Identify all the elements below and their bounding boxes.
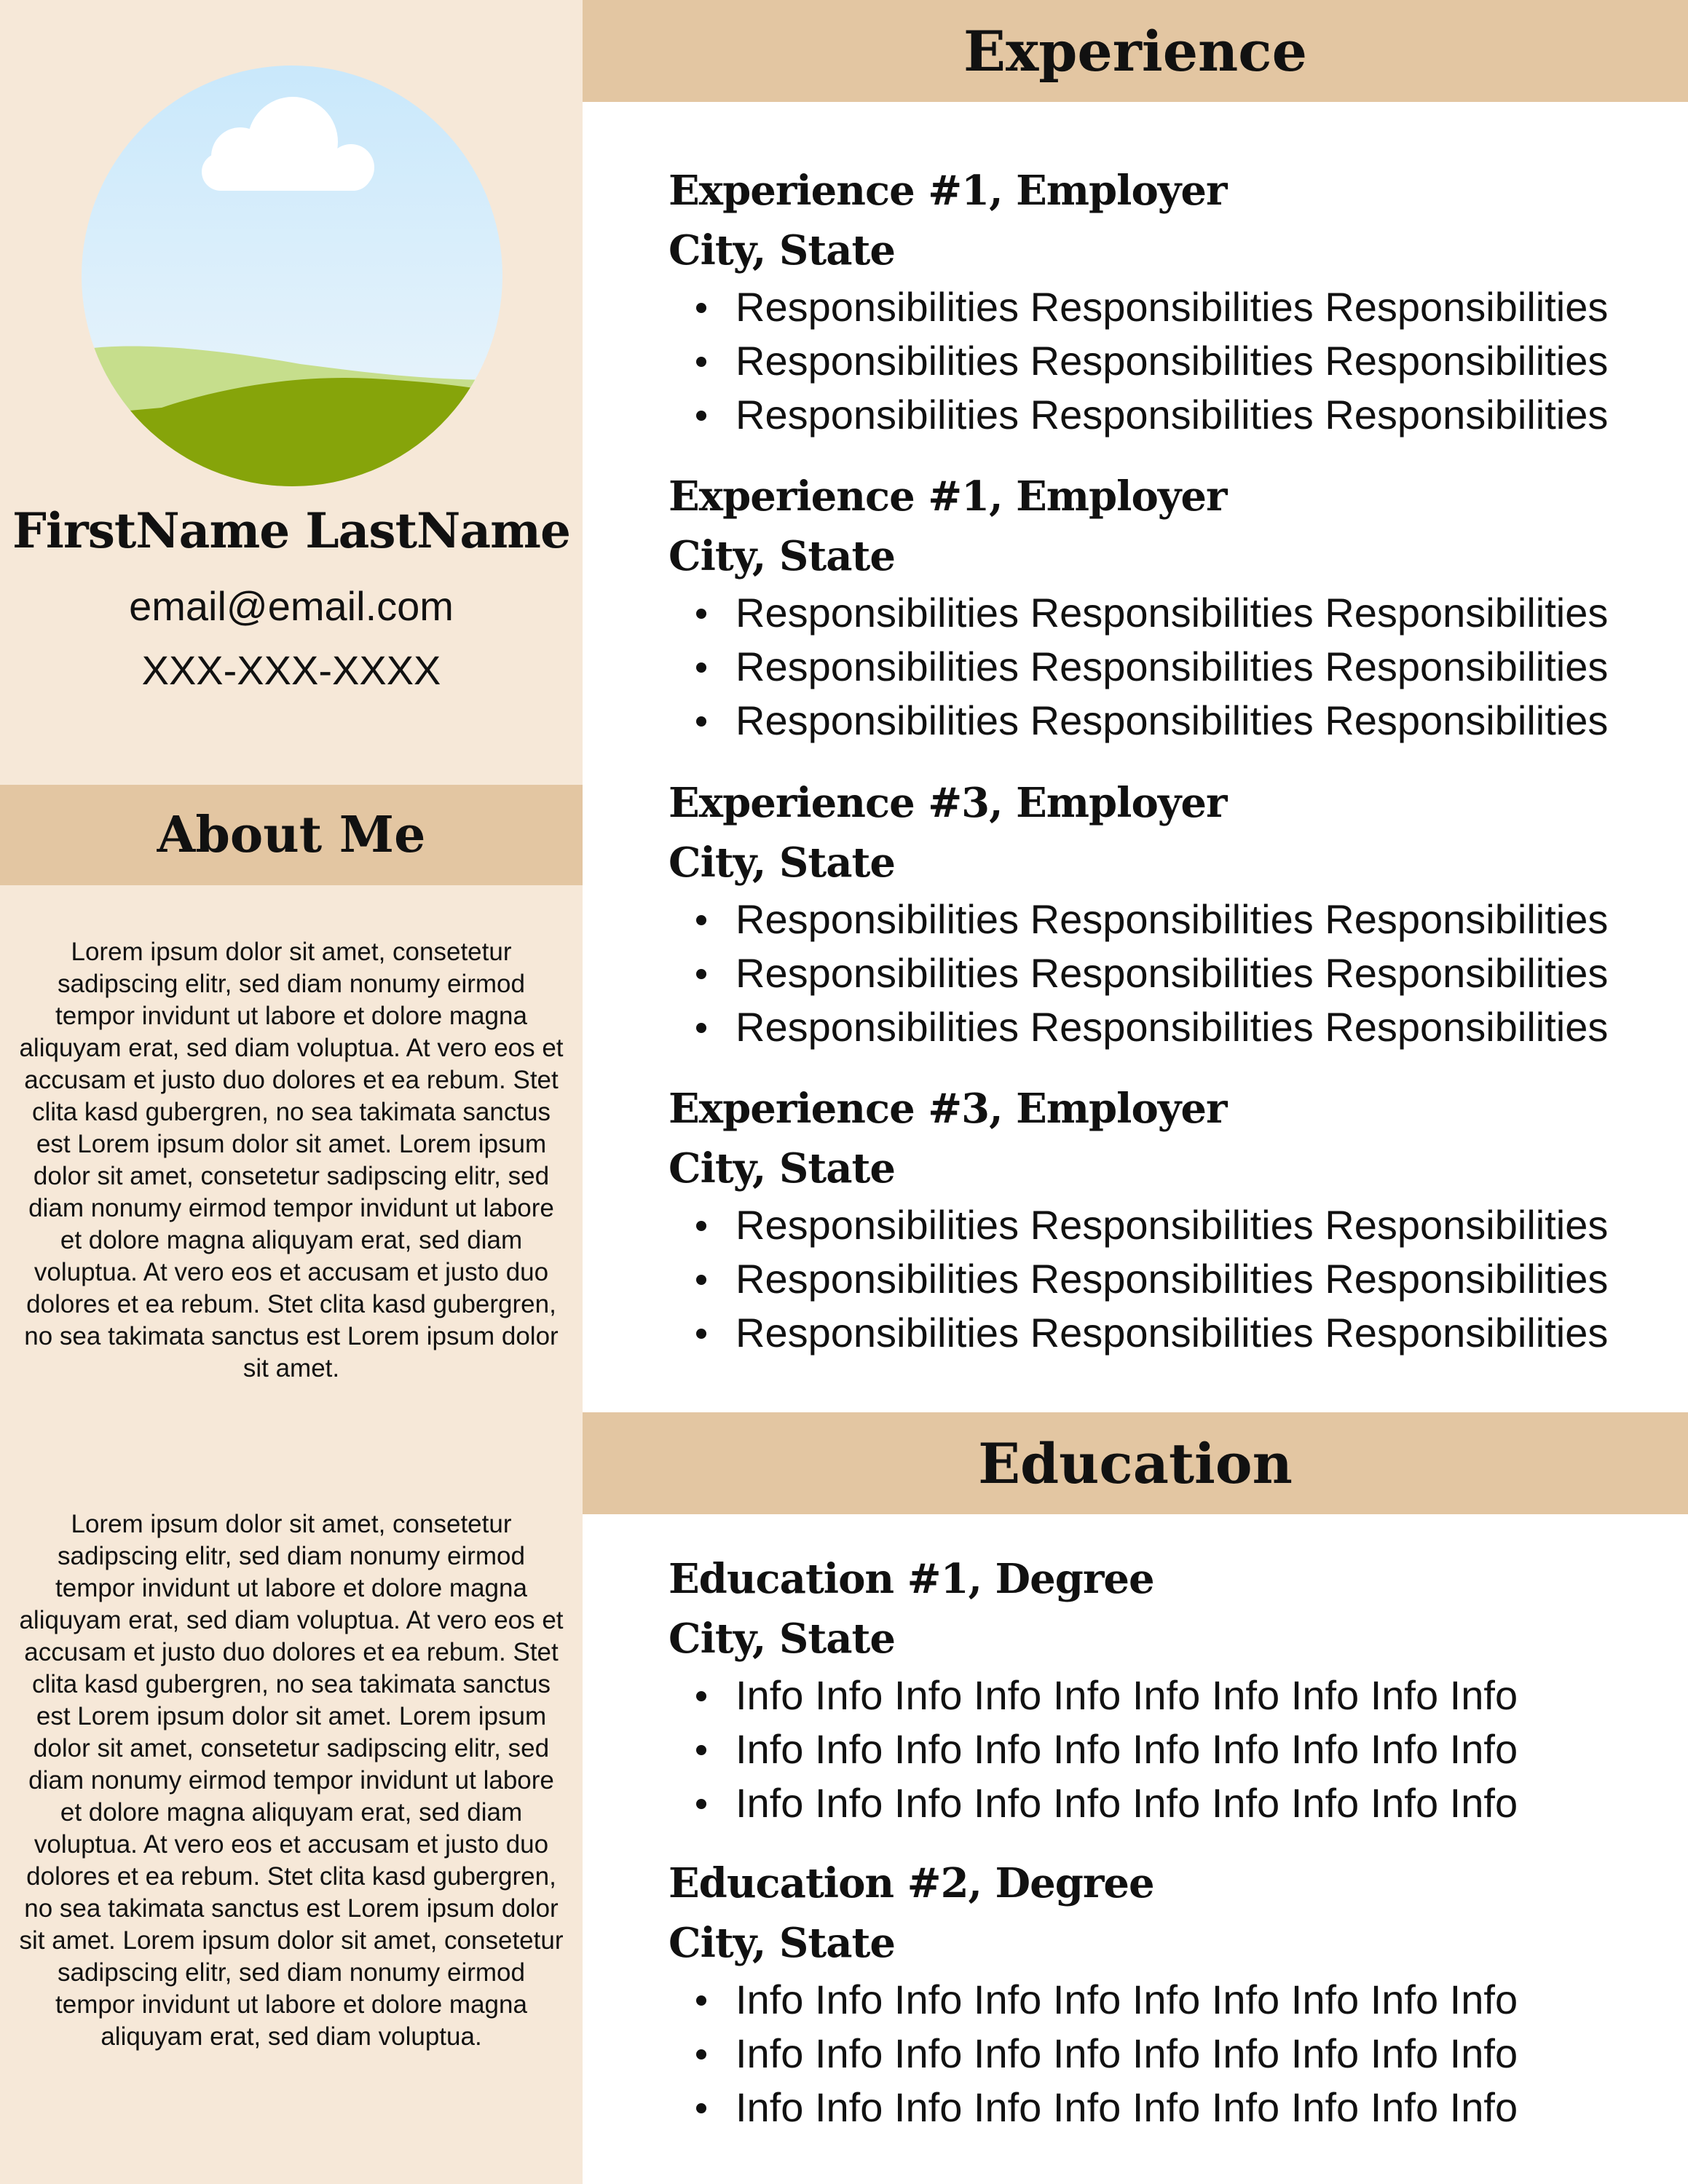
- experience-entry: [669, 467, 1673, 748]
- experience-title: Experience #1, Employer: [669, 472, 1227, 521]
- experience-location: City, State: [669, 1144, 895, 1192]
- experience-title: Experience #1, Employer: [669, 167, 1227, 215]
- education-heading: Education: [583, 1412, 1688, 1514]
- experience-entry: [669, 161, 1673, 442]
- experience-bullet-list: [669, 893, 1673, 1054]
- experience-bullet: Responsibilities Responsibilities Responsibilities: [669, 586, 1673, 640]
- experience-bullet: Responsibilities Responsibilities Responsibilities: [669, 1252, 1673, 1306]
- experience-location: City, State: [669, 226, 895, 274]
- landscape-image: [82, 66, 502, 486]
- experience-bullet: Responsibilities Responsibilities Responsibilities: [669, 1198, 1673, 1252]
- email-address[interactable]: email@email.com: [129, 583, 454, 629]
- experience-bullet-list: [669, 586, 1673, 748]
- about-paragraph-2: Lorem ipsum dolor sit amet, consetetur sadipscing elitr, sed diam nonumy eirmod tempor invidunt ut labore et dolore magna aliquyam erat, sed diam voluptua. At vero eos et accusam et justo duo dolores et ea rebum. Stet clita kasd gubergren, no sea takimata sanctus est Lorem ipsum dolor sit amet. Lorem ipsum dolor sit amet, consetetur sadipscing elitr, sed diam nonumy eirmod tempor invidunt ut labore et dolore magna aliquyam erat, sed diam voluptua. At vero eos et accusam et justo duo dolores et ea rebum. Stet clita kasd gubergren, no sea takimata sanctus est Lorem ipsum dolor sit amet. Lorem ipsum dolor sit amet, consetetur sadipscing elitr, sed diam nonumy eirmod tempor invidunt ut labore et dolore magna aliquyam erat, sed diam voluptua.: [19, 1510, 564, 2051]
- education-location: City, State: [669, 1919, 895, 1967]
- about-paragraph-1: Lorem ipsum dolor sit amet, consetetur sadipscing elitr, sed diam nonumy eirmod tempor invidunt ut labore et dolore magna aliquyam erat, sed diam voluptua. At vero eos et accusam et justo duo dolores et ea rebum. Stet clita kasd gubergren, no sea takimata sanctus est Lorem ipsum dolor sit amet. Lorem ipsum dolor sit amet, consetetur sadipscing elitr, sed diam nonumy eirmod tempor invidunt ut labore et dolore magna aliquyam erat, sed diam voluptua. At vero eos et accusam et justo duo dolores et ea rebum. Stet clita kasd gubergren, no sea takimata sanctus est Lorem ipsum dolor sit amet.: [19, 938, 564, 1382]
- education-bullet: Info Info Info Info Info Info Info Info Info Info: [669, 1669, 1673, 1722]
- experience-bullet: Responsibilities Responsibilities Responsibilities: [669, 640, 1673, 694]
- experience-bullet-list: [669, 280, 1673, 442]
- education-bullet: Info Info Info Info Info Info Info Info Info Info: [669, 1776, 1673, 1830]
- experience-entry: [669, 1079, 1673, 1360]
- profile-photo: [82, 66, 502, 486]
- education-entry: [669, 1853, 1673, 2134]
- experience-heading: Experience: [583, 0, 1688, 102]
- about-me-heading: About Me: [0, 785, 583, 885]
- education-title: Education #1, Degree: [669, 1555, 1154, 1603]
- experience-title: Experience #3, Employer: [669, 779, 1227, 827]
- education-bullet: Info Info Info Info Info Info Info Info Info Info: [669, 2027, 1673, 2081]
- full-name: FirstName LastName: [12, 502, 570, 559]
- sidebar: [0, 0, 583, 2184]
- experience-title: Experience #3, Employer: [669, 1085, 1227, 1133]
- education-bullet-list: [669, 1669, 1673, 1830]
- experience-bullet: Responsibilities Responsibilities Responsibilities: [669, 334, 1673, 388]
- experience-location: City, State: [669, 532, 895, 580]
- education-bullet: Info Info Info Info Info Info Info Info Info Info: [669, 1722, 1673, 1776]
- education-bullet: Info Info Info Info Info Info Info Info Info Info: [669, 1973, 1673, 2027]
- experience-location: City, State: [669, 839, 895, 887]
- experience-bullet: Responsibilities Responsibilities Responsibilities: [669, 280, 1673, 334]
- experience-bullet: Responsibilities Responsibilities Responsibilities: [669, 388, 1673, 442]
- experience-entry: [669, 773, 1673, 1054]
- education-entry: [669, 1549, 1673, 1830]
- education-bullet: Info Info Info Info Info Info Info Info Info Info: [669, 2081, 1673, 2134]
- phone-number: XXX-XXX-XXXX: [141, 647, 441, 693]
- experience-bullet: Responsibilities Responsibilities Responsibilities: [669, 1306, 1673, 1360]
- education-title: Education #2, Degree: [669, 1859, 1154, 1907]
- experience-bullet: Responsibilities Responsibilities Responsibilities: [669, 1000, 1673, 1054]
- education-location: City, State: [669, 1615, 895, 1663]
- experience-bullet: Responsibilities Responsibilities Responsibilities: [669, 946, 1673, 1000]
- experience-bullet-list: [669, 1198, 1673, 1360]
- experience-bullet: Responsibilities Responsibilities Responsibilities: [669, 694, 1673, 748]
- experience-bullet: Responsibilities Responsibilities Responsibilities: [669, 893, 1673, 946]
- education-bullet-list: [669, 1973, 1673, 2134]
